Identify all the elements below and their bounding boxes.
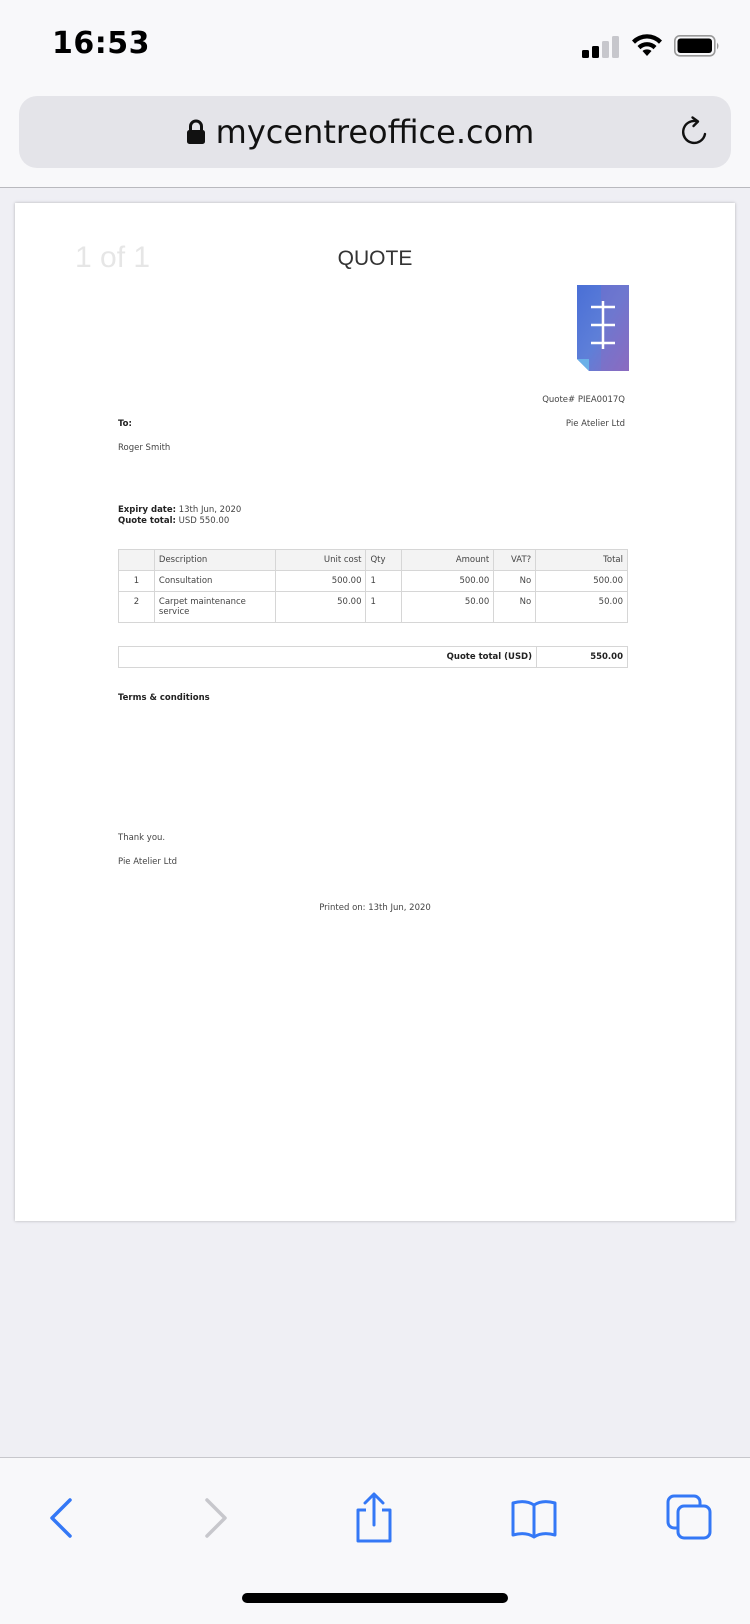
row-qty: 1: [366, 592, 402, 623]
back-button[interactable]: [31, 1488, 91, 1548]
col-header-qty: Qty: [366, 550, 402, 571]
expiry-line: [118, 505, 241, 516]
quote-number: Quote# PIEA0017Q: [542, 395, 625, 405]
quote-total-line: [118, 516, 241, 527]
lock-icon: [186, 119, 206, 145]
quote-total-value: USD 550.00: [178, 516, 230, 526]
row-vat: No: [494, 571, 536, 592]
row-amount: 50.00: [402, 592, 494, 623]
home-indicator: [242, 1593, 508, 1603]
line-items-table: [118, 549, 628, 623]
signoff-company: Pie Atelier Ltd: [118, 857, 178, 867]
quote-page: [15, 203, 735, 1221]
forward-icon: [201, 1497, 231, 1539]
forward-button[interactable]: [186, 1488, 246, 1548]
table-row: [119, 571, 628, 592]
row-qty: 1: [366, 571, 402, 592]
recipient-name: Roger Smith: [118, 443, 171, 453]
status-bar: [0, 0, 750, 90]
terms-heading: Terms & conditions: [118, 693, 210, 703]
battery-icon: [674, 35, 720, 57]
totals-label: Quote total (USD): [119, 647, 537, 668]
printed-on: Printed on: 13th Jun, 2020: [319, 903, 431, 913]
totals-table: [118, 646, 628, 668]
row-unit-cost: 500.00: [275, 571, 366, 592]
row-description: Carpet maintenance service: [154, 592, 275, 623]
tabs-button[interactable]: [660, 1488, 720, 1548]
row-amount: 500.00: [402, 571, 494, 592]
row-index: 1: [119, 571, 155, 592]
tabs-icon: [665, 1493, 715, 1543]
row-total: 50.00: [536, 592, 628, 623]
company-logo: [577, 285, 629, 371]
document-viewport[interactable]: [0, 189, 750, 1457]
share-icon: [352, 1492, 396, 1544]
expiry-label: Expiry date:: [118, 505, 177, 515]
col-header-amount: Amount: [402, 550, 494, 571]
table-row: [119, 592, 628, 623]
row-index: 2: [119, 592, 155, 623]
document-title: QUOTE: [337, 247, 413, 270]
to-label: To:: [118, 419, 132, 429]
browser-address-area: [0, 90, 750, 188]
totals-row: [119, 647, 628, 668]
totals-value: 550.00: [537, 647, 628, 668]
quote-total-label: Quote total:: [118, 516, 176, 526]
company-name: Pie Atelier Ltd: [565, 419, 625, 429]
page-counter: 1 of 1: [75, 241, 151, 274]
bookmarks-button[interactable]: [504, 1488, 564, 1548]
row-unit-cost: 50.00: [275, 592, 366, 623]
wifi-icon: [630, 32, 664, 58]
col-header-index: [119, 550, 155, 571]
status-time: 16:53: [52, 26, 150, 61]
reload-icon[interactable]: [675, 112, 715, 152]
share-button[interactable]: [344, 1488, 404, 1548]
thank-you-text: Thank you.: [118, 833, 166, 843]
row-total: 500.00: [536, 571, 628, 592]
col-header-vat: VAT?: [494, 550, 536, 571]
col-header-unit-cost: Unit cost: [275, 550, 366, 571]
expiry-value: 13th Jun, 2020: [178, 505, 242, 515]
col-header-description: Description: [154, 550, 275, 571]
bookmarks-icon: [510, 1497, 558, 1539]
table-header-row: [119, 550, 628, 571]
url-text[interactable]: mycentreoffice.com: [215, 113, 535, 151]
back-icon: [46, 1497, 76, 1539]
row-description: Consultation: [154, 571, 275, 592]
col-header-total: Total: [536, 550, 628, 571]
quote-meta: [118, 505, 241, 527]
cellular-signal-icon: [582, 36, 622, 58]
status-icons: [582, 32, 722, 60]
row-vat: No: [494, 592, 536, 623]
address-bar[interactable]: [19, 96, 731, 168]
